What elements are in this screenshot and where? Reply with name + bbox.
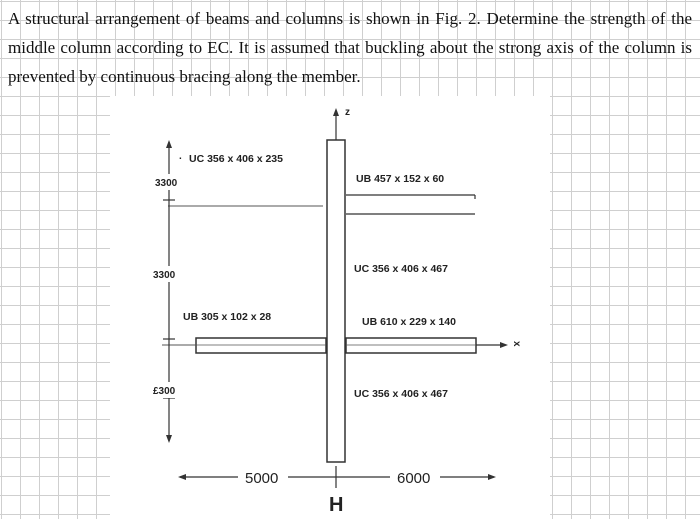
height-label-top: 3300: [155, 178, 178, 189]
z-axis-arrowhead: [333, 108, 339, 116]
label-column-middle: UC 356 x 406 x 467: [354, 263, 448, 275]
left-beam: [196, 338, 326, 353]
middle-column: [327, 140, 345, 462]
structural-frame-figure: [110, 96, 550, 519]
span-label-right: 6000: [397, 470, 431, 487]
label-beam-right: UB 610 x 229 x 140: [362, 316, 456, 328]
height-dim-arrow-bottom: [166, 435, 172, 443]
height-label-bottom: £300: [153, 386, 176, 397]
span-label-left: 5000: [245, 470, 279, 487]
label-beam-top-right: UB 457 x 152 x 60: [356, 173, 445, 185]
label-column-bottom: UC 356 x 406 x 467: [354, 388, 448, 400]
h-section-symbol: H: [329, 494, 344, 516]
label-column-top: UC 356 x 406 x 235: [189, 153, 283, 165]
z-axis-label: z: [345, 107, 350, 118]
height-label-middle: 3300: [153, 270, 176, 281]
span-arrow-left: [178, 474, 186, 480]
label-beam-left: UB 305 x 102 x 28: [183, 311, 272, 323]
x-axis-label: x: [511, 341, 522, 347]
left-arrow-marker: .: [179, 151, 182, 162]
height-dim-arrow-top: [166, 140, 172, 148]
span-arrow-right: [488, 474, 496, 480]
x-axis-arrowhead: [500, 342, 508, 348]
frame-diagram: [110, 96, 550, 519]
right-beam: [346, 338, 476, 353]
question-text: A structural arrangement of beams and columns is shown in Fig. 2. Determine the strength of the middle column according to EC. It is assumed that buckling about the strong axis of the column is prevented by continuous bracing along the member.: [8, 9, 692, 86]
